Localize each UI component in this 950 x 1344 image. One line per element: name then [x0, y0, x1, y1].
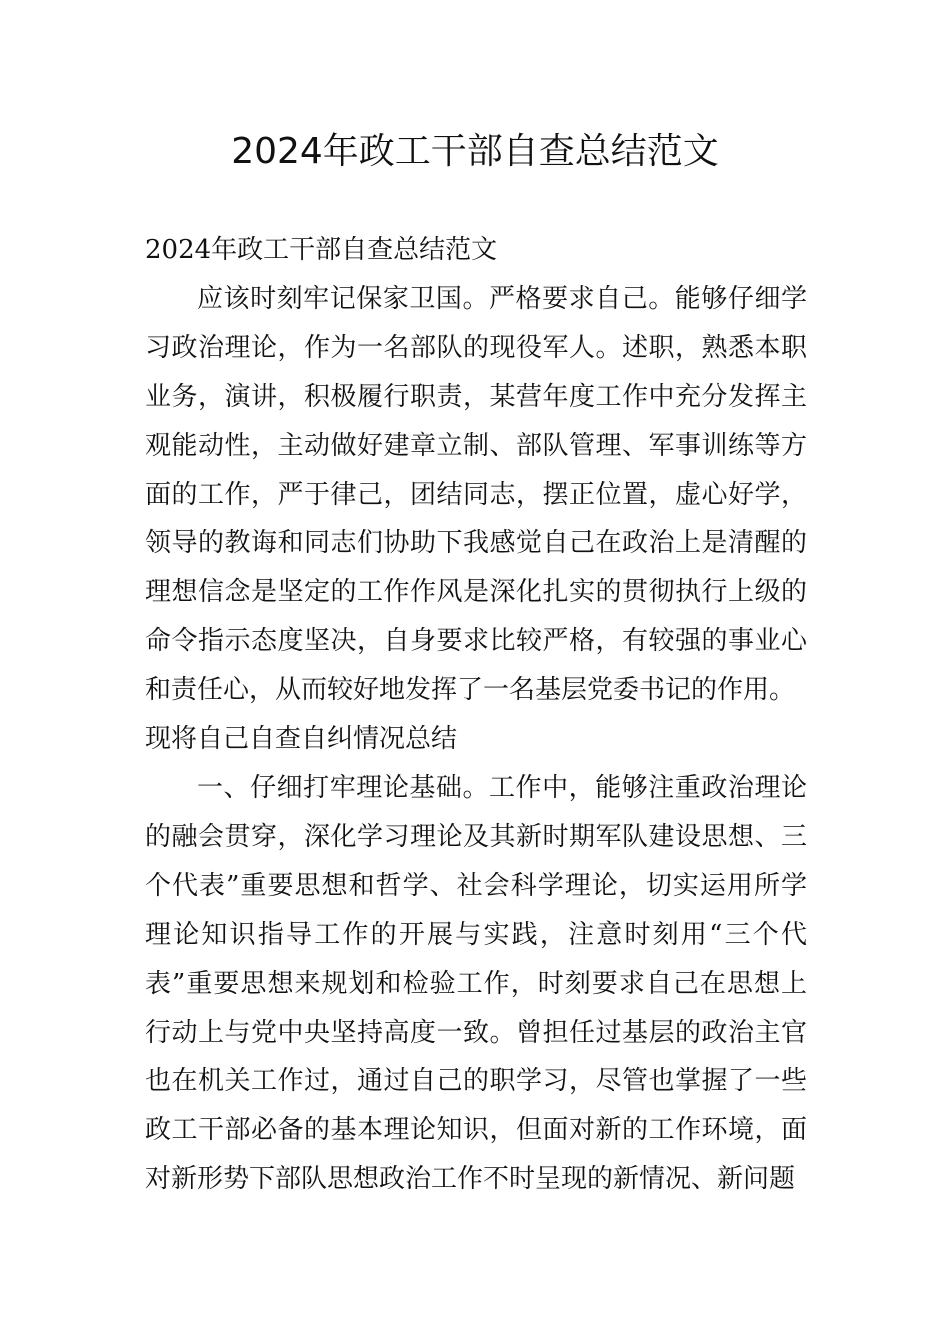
paragraph-summary-lead: 现将自己自查自纠情况总结	[145, 724, 458, 755]
document-subtitle: 2024年政工干部自查总结范文	[145, 235, 498, 265]
paragraph-section-one: 一、仔细打牢理论基础。工作中，能够注重政治理论的融会贯穿，深化学习理论及其新时期军队建设思想、三个代表”重要思想和哲学、社会科学理论，切实运用所学理论知识指导工作的开展与实践，注意时刻用“三个代表”重要思想来规划和检验工作，时刻要求自己在思想上行动上与党中央坚持高度一致。曾担任过基层的政治主官也在机关工作过，通过自己的职学习，尽管也掌握了一些政工干部必备的基本理论知识，但面对新的工作环境，面对新形势下部队思想政治工作不时呈现的新情况、新问题	[145, 772, 807, 1195]
document-body	[145, 226, 807, 1204]
paragraph-intro: 应该时刻牢记保家卫国。严格要求自己。能够仔细学习政治理论，作为一名部队的现役军人。述职，熟悉本职业务，演讲，积极履行职责，某营年度工作中充分发挥主观能动性，主动做好建章立制、部队管理、军事训练等方面的工作，严于律己，团结同志，摆正位置，虚心好学，领导的教诲和同志们协助下我感觉自己在政治上是清醒的理想信念是坚定的工作作风是深化扎实的贯彻执行上级的命令指示态度坚决，自身要求比较严格，有较强的事业心和责任心，从而较好地发挥了一名基层党委书记的作用。	[145, 283, 807, 706]
document-title: 2024年政工干部自查总结范文	[231, 131, 719, 172]
